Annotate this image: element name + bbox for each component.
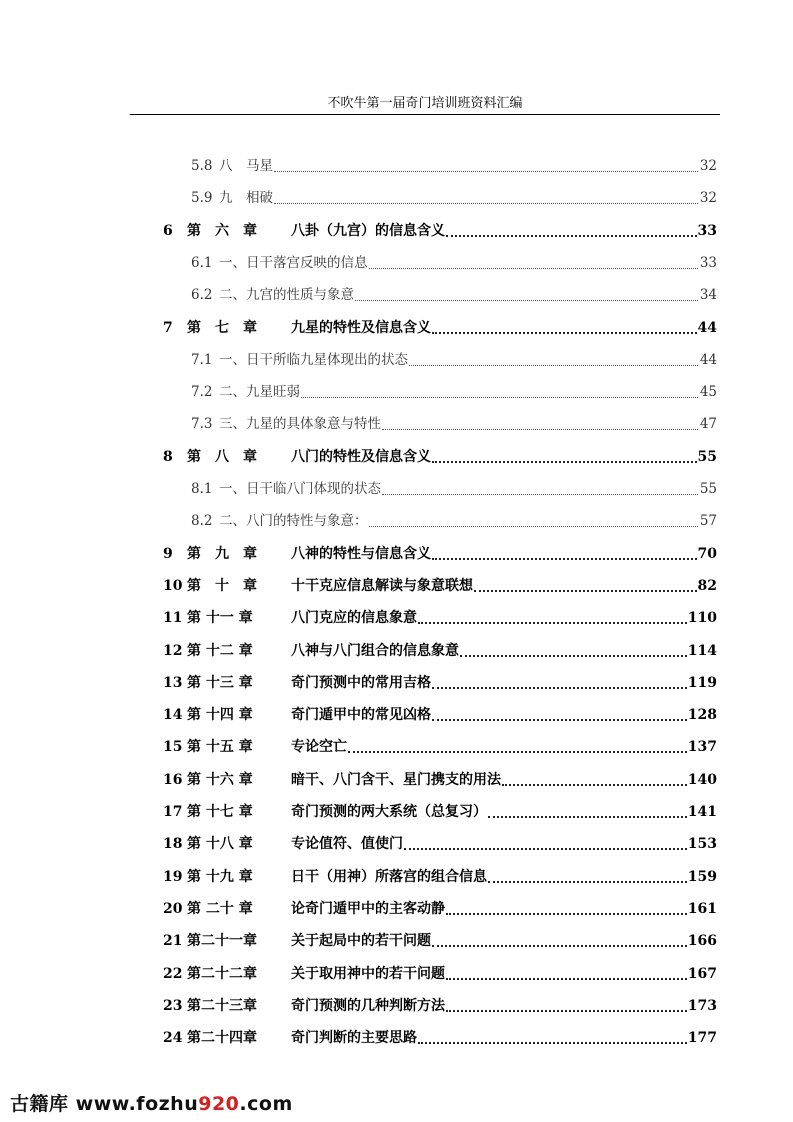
toc-entry-number: 6.2 (191, 287, 213, 304)
toc-dot-leader (502, 783, 687, 786)
toc-chapter-entry[interactable] (163, 576, 717, 596)
header-rule (130, 114, 720, 115)
toc-entry-title: 八门的特性及信息含义 (291, 448, 431, 465)
toc-chapter-entry[interactable] (163, 1028, 717, 1048)
toc-page-number: 153 (687, 836, 717, 853)
toc-entry-number: 7.2 (191, 384, 213, 401)
toc-entry-title: 一、日干临八门体现的状态 (219, 481, 381, 497)
toc-dot-leader (369, 525, 699, 527)
toc-dot-leader (432, 460, 697, 463)
toc-page-number: 44 (697, 319, 717, 336)
toc-chapter-label: 第 七 章 (187, 319, 257, 336)
toc-chapter-entry[interactable] (163, 867, 717, 887)
toc-entry-number: 19 (163, 868, 183, 885)
toc-chapter-label: 第 八 章 (187, 448, 257, 465)
toc-page-number: 140 (687, 771, 717, 788)
toc-chapter-entry[interactable] (163, 318, 717, 338)
toc-entry-number: 8.2 (191, 513, 213, 530)
toc-entry-title: 八神与八门组合的信息象意 (291, 642, 459, 659)
toc-chapter-entry[interactable] (163, 770, 717, 790)
toc-chapter-entry[interactable] (163, 705, 717, 725)
toc-entry-title: 奇门预测的几种判断方法 (291, 997, 445, 1014)
toc-dot-leader (446, 912, 687, 915)
toc-page-number: 33 (699, 254, 717, 271)
toc-dot-leader (274, 170, 698, 172)
toc-entry-number: 11 (163, 610, 183, 627)
toc-dot-leader (432, 718, 687, 721)
toc-dot-leader (488, 880, 687, 883)
toc-entry-number: 12 (163, 642, 183, 659)
watermark-url-highlight: 920 (198, 1093, 240, 1115)
toc-chapter-entry[interactable] (163, 802, 717, 822)
toc-entry-number: 7.3 (191, 416, 213, 433)
toc-entry-number: 23 (163, 997, 183, 1014)
toc-entry-number: 16 (163, 771, 183, 788)
toc-entry-number: 9 (163, 545, 173, 562)
toc-entry-number: 5.8 (191, 158, 213, 174)
toc-dot-leader (382, 493, 698, 495)
toc-chapter-entry[interactable] (163, 608, 717, 628)
toc-entry-number: 18 (163, 836, 183, 853)
toc-entry-title: 论奇门遁甲中的主客动静 (291, 900, 445, 917)
toc-entry-number: 24 (163, 1030, 183, 1047)
toc-dot-leader (488, 815, 687, 818)
toc-section-entry[interactable] (191, 479, 717, 499)
toc-dot-leader (404, 847, 687, 850)
toc-dot-leader (446, 977, 687, 980)
toc-entry-number: 8 (163, 448, 173, 465)
toc-chapter-label: 第 十 章 (187, 577, 257, 594)
toc-entry-title: 八神的特性与信息含义 (291, 545, 431, 562)
toc-chapter-label: 第 六 章 (187, 222, 257, 239)
toc-chapter-label: 第 十三 章 (187, 674, 253, 691)
toc-section-entry[interactable] (191, 350, 717, 370)
toc-entry-title: 专论值符、值使门 (291, 836, 403, 853)
toc-entry-title: 二、九星旺弱 (219, 384, 300, 401)
toc-dot-leader (382, 428, 698, 430)
toc-chapter-label: 第二十四章 (187, 1030, 257, 1047)
toc-entry-title: 专论空亡 (291, 739, 347, 756)
toc-section-entry[interactable] (191, 285, 717, 305)
toc-dot-leader (301, 396, 698, 398)
toc-page-number: 32 (699, 190, 717, 207)
toc-dot-leader (432, 686, 687, 689)
watermark-url-prefix: www.fozhu (75, 1093, 199, 1115)
watermark-logo (10, 1089, 293, 1116)
toc-page-number: 173 (687, 997, 717, 1014)
toc-entry-number: 7 (163, 319, 173, 336)
toc-entry-number: 14 (163, 707, 183, 724)
toc-entry-title: 九 相破 (219, 190, 273, 207)
toc-entry-title: 十干克应信息解读与象意联想 (291, 577, 473, 594)
toc-entry-title: 八 马星 (219, 158, 273, 174)
toc-page-number: 166 (687, 933, 717, 950)
toc-page-number: 159 (687, 868, 717, 885)
toc-page-number: 82 (697, 577, 717, 594)
toc-chapter-entry[interactable] (163, 447, 717, 467)
toc-dot-leader (355, 299, 698, 301)
toc-entry-number: 7.1 (191, 351, 213, 368)
toc-entry-title: 关于取用神中的若干问题 (291, 965, 445, 982)
toc-chapter-label: 第 十二 章 (187, 642, 253, 659)
toc-section-entry[interactable] (191, 382, 717, 402)
toc-chapter-label: 第 十九 章 (187, 868, 253, 885)
toc-page-number: 128 (687, 707, 717, 724)
toc-section-entry[interactable] (191, 253, 717, 273)
toc-chapter-entry[interactable] (163, 834, 717, 854)
toc-dot-leader (460, 654, 687, 657)
toc-entry-title: 一、日干落宫反映的信息 (219, 254, 368, 271)
toc-entry-title: 一、日干所临九星体现出的状态 (219, 351, 408, 368)
toc-entry-title: 日干（用神）所落宫的组合信息 (291, 868, 487, 885)
toc-chapter-label: 第二十三章 (187, 997, 257, 1014)
toc-dot-leader (446, 234, 697, 237)
toc-chapter-label: 第 二十 章 (187, 900, 253, 917)
toc-chapter-label: 第 十四 章 (187, 707, 253, 724)
toc-page-number: 44 (699, 351, 717, 368)
toc-entry-number: 8.1 (191, 481, 213, 497)
toc-page-number: 47 (699, 416, 717, 433)
toc-chapter-entry[interactable] (163, 899, 717, 919)
toc-entry-number: 22 (163, 965, 183, 982)
toc-page-number: 114 (687, 642, 717, 659)
toc-page-number: 34 (699, 287, 717, 304)
toc-page-number: 33 (697, 222, 717, 239)
toc-entry-title: 奇门预测的两大系统（总复习） (291, 804, 487, 820)
toc-entry-title: 三、九星的具体象意与特性 (219, 416, 381, 433)
toc-chapter-label: 第 十七 章 (187, 804, 253, 820)
toc-chapter-entry[interactable] (163, 673, 717, 693)
toc-entry-number: 17 (163, 804, 183, 820)
toc-page-number: 161 (687, 900, 717, 917)
toc-section-entry[interactable] (191, 414, 717, 434)
toc-page-number: 177 (687, 1030, 717, 1047)
toc-page-number: 167 (687, 965, 717, 982)
watermark-url-suffix: .com (239, 1093, 293, 1115)
toc-chapter-label: 第 九 章 (187, 545, 257, 562)
toc-chapter-label: 第 十八 章 (187, 836, 253, 853)
toc-entry-number: 6 (163, 222, 173, 239)
toc-dot-leader (409, 364, 698, 366)
toc-page-number: 119 (687, 674, 717, 691)
toc-entry-title: 暗干、八门含干、星门携支的用法 (291, 771, 501, 788)
toc-chapter-label: 第 十一 章 (187, 610, 253, 627)
toc-dot-leader (418, 1041, 687, 1044)
toc-entry-title: 关于起局中的若干问题 (291, 933, 431, 950)
watermark-site-name: 古籍库 (10, 1093, 69, 1115)
toc-entry-number: 6.1 (191, 254, 213, 271)
toc-dot-leader (432, 557, 697, 560)
toc-entry-number: 20 (163, 900, 183, 917)
toc-entry-title: 八卦（九宫）的信息含义 (291, 222, 445, 239)
toc-entry-number: 13 (163, 674, 183, 691)
toc-entry-title: 奇门判断的主要思路 (291, 1030, 417, 1047)
toc-dot-leader (274, 202, 698, 204)
toc-entry-title: 八门克应的信息象意 (291, 610, 417, 627)
toc-chapter-label: 第 十五 章 (187, 739, 253, 756)
toc-entry-title: 奇门预测中的常用吉格 (291, 674, 431, 691)
toc-page-number: 32 (699, 158, 717, 174)
toc-chapter-label: 第二十一章 (187, 933, 257, 950)
toc-section-entry[interactable] (191, 188, 717, 208)
toc-dot-leader (432, 944, 687, 947)
toc-dot-leader (418, 621, 687, 624)
toc-entry-number: 5.9 (191, 190, 213, 207)
toc-entry-number: 21 (163, 933, 183, 950)
toc-entry-number: 15 (163, 739, 183, 756)
toc-chapter-label: 第二十二章 (187, 965, 257, 982)
toc-section-entry[interactable] (191, 156, 717, 176)
toc-page-number: 141 (687, 804, 717, 820)
toc-chapter-entry[interactable] (163, 221, 717, 241)
toc-dot-leader (348, 750, 687, 753)
toc-page-number: 45 (699, 384, 717, 401)
toc-page-number: 55 (699, 481, 717, 497)
toc-dot-leader (369, 267, 699, 269)
toc-page-number: 70 (697, 545, 717, 562)
toc-dot-leader (432, 331, 697, 334)
toc-chapter-entry[interactable] (163, 737, 717, 757)
toc-page-number: 57 (699, 513, 717, 530)
toc-dot-leader (446, 1009, 687, 1012)
toc-dot-leader (474, 589, 697, 592)
toc-page-number: 110 (687, 610, 717, 627)
toc-chapter-entry[interactable] (163, 931, 717, 951)
toc-page-number: 55 (697, 448, 717, 465)
toc-entry-title: 二、九宫的性质与象意 (219, 287, 354, 304)
toc-entry-title: 奇门遁甲中的常见凶格 (291, 707, 431, 724)
toc-chapter-entry[interactable] (163, 964, 717, 984)
toc-chapter-entry[interactable] (163, 544, 717, 564)
toc-chapter-entry[interactable] (163, 641, 717, 661)
toc-chapter-entry[interactable] (163, 996, 717, 1016)
toc-entry-number: 10 (163, 577, 183, 594)
toc-page-number: 137 (687, 739, 717, 756)
toc-section-entry[interactable] (191, 511, 717, 531)
toc-chapter-label: 第 十六 章 (187, 771, 253, 788)
running-header: 不吹牛第一届奇门培训班资料汇编 (327, 96, 523, 111)
toc-entry-title: 九星的特性及信息含义 (291, 319, 431, 336)
toc-entry-title: 二、八门的特性与象意： (219, 513, 368, 530)
